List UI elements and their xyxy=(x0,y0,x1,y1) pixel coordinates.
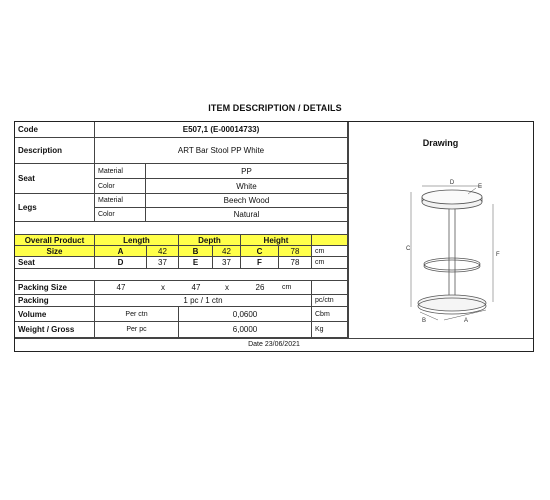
weight-unit: Kg xyxy=(312,322,348,338)
seat-material-value: PP xyxy=(146,164,348,179)
size-c-letter: C xyxy=(241,246,279,257)
packing-size-unit: cm xyxy=(279,281,312,295)
seat-d-value: 37 xyxy=(147,257,179,269)
length-header: Length xyxy=(95,235,179,246)
date-row: Date 23/06/2021 xyxy=(248,341,300,348)
volume-unit: Cbm xyxy=(312,307,348,322)
packing-size-label: Packing Size xyxy=(15,281,95,295)
legs-color-label: Color xyxy=(95,208,146,222)
dim-c-label: C xyxy=(406,246,411,252)
depth-header: Depth xyxy=(179,235,241,246)
seat-color-label: Color xyxy=(95,179,146,194)
volume-value: 0,0600 xyxy=(179,307,312,322)
description-label: Description xyxy=(15,138,95,164)
packing-height: 26 xyxy=(241,281,279,295)
packing-width: 47 xyxy=(179,281,213,295)
size-c-value: 78 xyxy=(279,246,312,257)
spec-sheet xyxy=(14,121,534,352)
volume-per: Per ctn xyxy=(95,307,179,322)
packing-size-blank xyxy=(312,281,348,295)
packing-x1: x xyxy=(147,281,179,295)
spacer-row xyxy=(15,222,348,235)
code-value: E507,1 (E-00014733) xyxy=(95,122,348,138)
height-header: Height xyxy=(241,235,312,246)
dim-f-label: F xyxy=(496,252,500,258)
spacer-row-2 xyxy=(15,269,348,281)
legs-color-value: Natural xyxy=(146,208,348,222)
size-unit: cm xyxy=(312,246,348,257)
volume-label: Volume xyxy=(15,307,95,322)
dim-e-label: E xyxy=(478,184,483,190)
date-divider xyxy=(348,338,533,339)
size-a-value: 42 xyxy=(147,246,179,257)
size-b-value: 42 xyxy=(213,246,241,257)
seat-f-letter: F xyxy=(241,257,279,269)
weight-per: Per pc xyxy=(95,322,179,338)
dim-d-label: D xyxy=(449,180,455,186)
legs-material-value: Beech Wood xyxy=(146,194,348,208)
seat-label: Seat xyxy=(15,164,95,194)
size-label-bottom: Size xyxy=(15,246,95,257)
packing-x2: x xyxy=(213,281,241,295)
packing-unit: pc/ctn xyxy=(312,295,348,307)
packing-value: 1 pc / 1 ctn xyxy=(95,295,312,307)
weight-value: 6,0000 xyxy=(179,322,312,338)
seat-size-label: Seat xyxy=(15,257,95,269)
drawing-label: Drawing xyxy=(422,138,459,148)
seat-material-label: Material xyxy=(95,164,146,179)
packing-label: Packing xyxy=(15,295,95,307)
bar-stool-drawing xyxy=(348,122,533,338)
size-b-letter: B xyxy=(179,246,213,257)
packing-length: 47 xyxy=(95,281,147,295)
description-value: ART Bar Stool PP White xyxy=(95,138,348,164)
drawing-pane xyxy=(348,122,533,351)
legs-label: Legs xyxy=(15,194,95,222)
size-a-letter: A xyxy=(95,246,147,257)
legs-material-label: Material xyxy=(95,194,146,208)
dim-b-label: B xyxy=(422,318,427,324)
seat-f-value: 78 xyxy=(279,257,312,269)
code-label: Code xyxy=(15,122,95,138)
seat-e-letter: E xyxy=(179,257,213,269)
weight-label: Weight / Gross xyxy=(15,322,95,338)
seat-color-value: White xyxy=(146,179,348,194)
drawing-divider xyxy=(348,122,349,338)
document-title: ITEM DESCRIPTION / DETAILS xyxy=(208,103,342,113)
size-label-top: Overall Product xyxy=(15,235,95,246)
size-header-blank xyxy=(312,235,348,246)
seat-size-unit: cm xyxy=(312,257,348,269)
date-divider-left xyxy=(15,338,348,339)
seat-d-letter: D xyxy=(95,257,147,269)
dim-a-label: A xyxy=(464,318,469,324)
seat-e-value: 37 xyxy=(213,257,241,269)
